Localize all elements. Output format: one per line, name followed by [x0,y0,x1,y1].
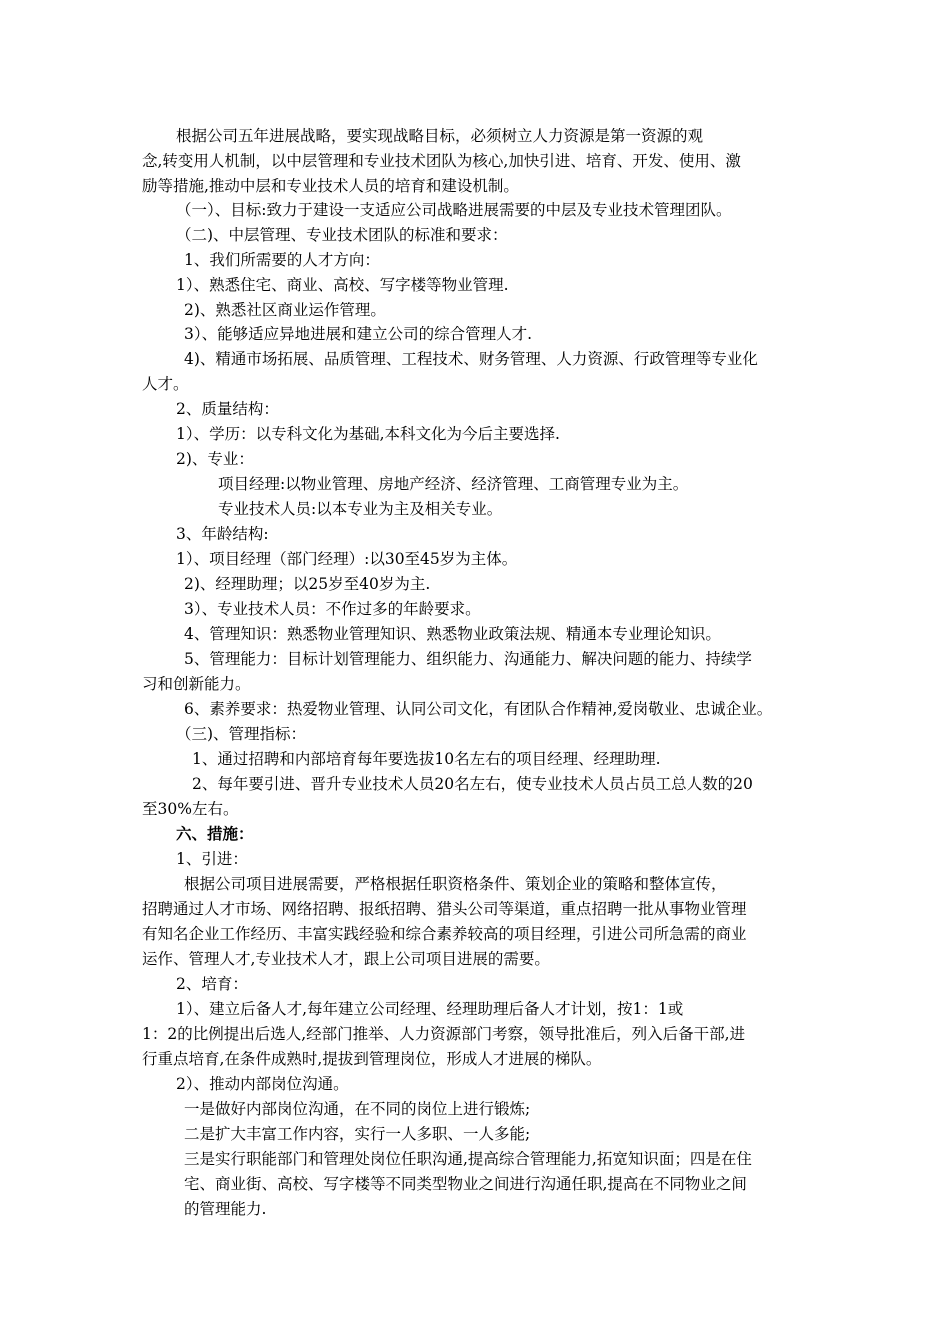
item-age-structure: 3、年龄结构: [176,525,269,543]
item-training-2: 2）、推动内部岗位沟通。 [176,1075,349,1093]
item-education: 1）、学历：以专科文化为基础,本科文化为今后主要选择. [176,425,560,443]
item-rotation-3-line-1: 三是实行职能部门和管理处岗位任职沟通,提高综合管理能力,拓宽知识面；四是在住 [184,1150,752,1168]
item-quality-requirements: 6、素养要求：热爱物业管理、认同公司文化，有团队合作精神,爱岗敬业、忠诚企业。 [184,700,773,718]
para-intro-line-1: 根据公司五年进展战略，要实现战略目标，必须树立人力资源是第一资源的观 [176,127,704,145]
item-rotation-1: 一是做好内部岗位沟通，在不同的岗位上进行锻炼; [184,1100,531,1118]
section-management-targets: （三)、管理指标： [176,725,307,743]
item-rotation-2: 二是扩大丰富工作内容，实行一人多职、一人多能; [184,1125,531,1143]
item-major-pm: 项目经理:以物业管理、房地产经济、经济管理、工商管理专业为主。 [218,475,689,493]
para-introduce-line-3: 有知名企业工作经历、丰富实践经验和综合素养较高的项目经理，引进公司所急需的商业 [142,925,747,943]
section-standards-heading: （二)、中层管理、专业技术团队的标准和要求： [176,226,508,244]
item-rotation-3-line-3: 的管理能力. [184,1200,267,1218]
section-measures-heading: 六、措施： [176,824,254,843]
item-age-3: 3）、专业技术人员：不作过多的年龄要求。 [184,600,481,618]
item-introduce: 1、引进： [176,850,248,868]
item-training: 2、培育： [176,975,248,993]
section-goal: （一）、目标:致力于建设一支适应公司战略进展需要的中层及专业技术管理团队。 [176,201,732,219]
item-age-1: 1）、项目经理（部门经理）:以30至45岁为主体。 [176,550,518,568]
para-intro-line-2: 念,转变用人机制，以中层管理和专业技术团队为核心,加快引进、培育、开发、使用、激 [142,152,741,170]
para-introduce-line-4: 运作、管理人才,专业技术人才，跟上公司项目进展的需要。 [142,950,550,968]
item-talent-direction: 1、我们所需要的人才方向： [184,251,380,269]
para-introduce-line-1: 根据公司项目进展需要，严格根据任职资格条件、策划企业的策略和整体宣传， [184,875,727,893]
item-rotation-3-line-2: 宅、商业街、高校、写字楼等不同类型物业之间进行沟通任职,提高在不同物业之间 [184,1175,747,1193]
para-training-1-line-3: 行重点培育,在条件成熟时,提拔到管理岗位，形成人才进展的梯队。 [142,1050,602,1068]
para-introduce-line-2: 招聘通过人才市场、网络招聘、报纸招聘、猎头公司等渠道，重点招聘一批从事物业管理 [142,900,747,918]
item-management-ability-cont: 习和创新能力。 [142,675,251,693]
para-intro-line-3: 励等措施,推动中层和专业技术人员的培育和建设机制。 [142,177,519,195]
item-target-1: 1、通过招聘和内部培育每年要选拔10名左右的项目经理、经理助理. [192,750,661,768]
item-target-2: 2、每年要引进、晋升专业技术人员20名左右，使专业技术人员占员工总人数的20 [192,775,753,793]
item-talent-2: 2)、熟悉社区商业运作管理。 [184,301,386,319]
para-training-1-line-1: 1）、建立后备人才,每年建立公司经理、经理助理后备人才计划，按1：1或 [176,1000,684,1018]
item-talent-4: 4)、精通市场拓展、品质管理、工程技术、财务管理、人力资源、行政管理等专业化 [184,350,758,368]
item-age-2: 2)、经理助理；以25岁至40岁为主. [184,575,431,593]
item-talent-1: 1）、熟悉住宅、商业、高校、写字楼等物业管理. [176,276,509,294]
item-talent-4-cont: 人才。 [142,375,189,393]
item-target-2-cont: 至30%左右。 [142,800,239,818]
item-management-ability: 5、管理能力：目标计划管理能力、组织能力、沟通能力、解决问题的能力、持续学 [184,650,752,668]
item-talent-3: 3）、能够适应异地进展和建立公司的综合管理人才. [184,325,533,343]
item-quality-structure: 2、质量结构： [176,400,279,418]
item-major-tech: 专业技术人员:以本专业为主及相关专业。 [218,500,503,518]
item-management-knowledge: 4、管理知识：熟悉物业管理知识、熟悉物业政策法规、精通本专业理论知识。 [184,625,721,643]
item-major: 2)、专业： [176,450,254,468]
para-training-1-line-2: 1：2的比例提出后选人,经部门推举、人力资源部门考察，领导批准后，列入后备干部,进 [142,1025,746,1043]
